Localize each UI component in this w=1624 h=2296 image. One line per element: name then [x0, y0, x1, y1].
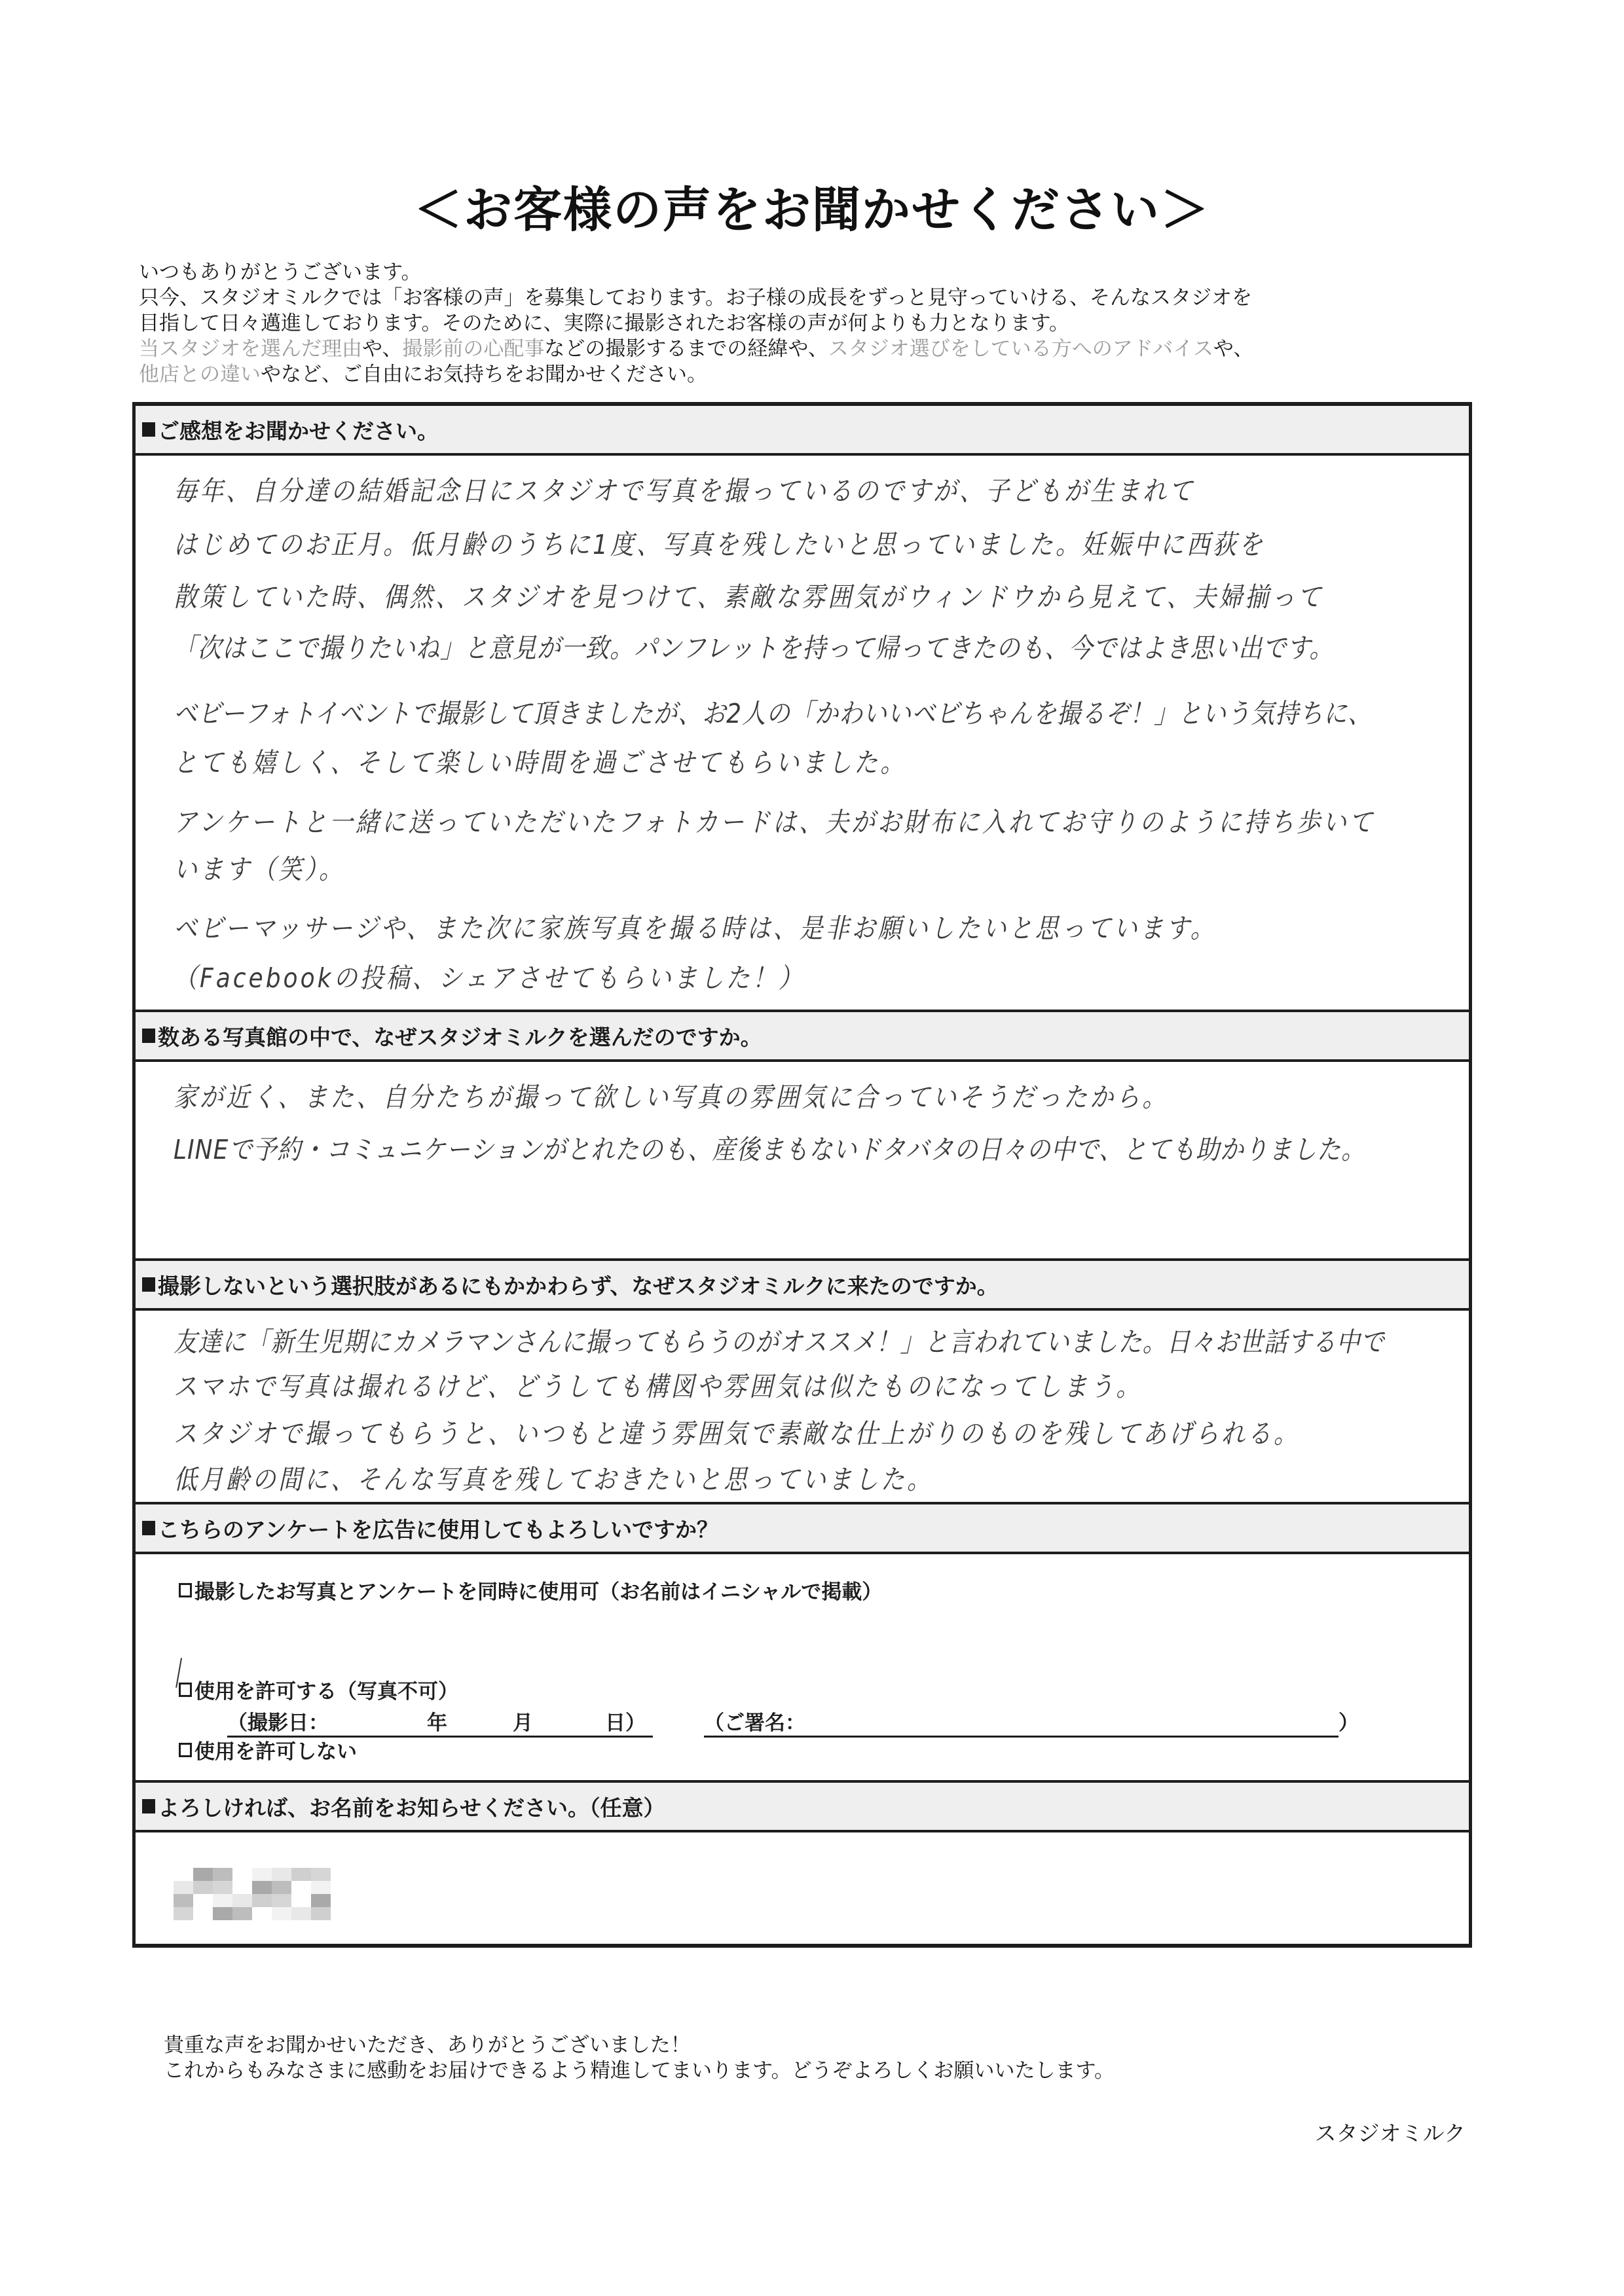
- handwritten-line: 散策していた時、偶然、スタジオを見つけて、素敵な雰囲気がウィンドウから見えて、夫婦揃って: [174, 582, 1324, 613]
- redaction-pixel: [232, 1907, 252, 1920]
- redaction-pixel: [272, 1868, 291, 1881]
- section-title: ご感想をお聞かせください。: [158, 418, 439, 444]
- survey-form: [132, 402, 1472, 1948]
- option-label: 撮影したお写真とアンケートを同時に使用可（お名前はイニシャルで掲載）: [194, 1580, 883, 1604]
- checkbox-allow-no-photo[interactable]: [179, 1683, 192, 1697]
- section-title: よろしければ、お名前をお知らせください。（任意）: [158, 1795, 665, 1821]
- handwritten-line: ベビーフォトイベントで撮影して頂きましたが、お2人の「かわいいベビちゃんを撮るぞ！」という気持ちに、: [174, 699, 1373, 730]
- prompt-text: やなど、ご自由にお気持ちをお聞かせください。: [261, 363, 707, 386]
- signature-label: （ご署名：: [704, 1711, 805, 1735]
- redaction-pixel: [291, 1868, 311, 1881]
- handwritten-line: ベビーマッサージや、また次に家族写真を撮る時は、是非お願いしたいと思っています。: [174, 913, 1217, 945]
- redaction-pixel: [213, 1907, 232, 1920]
- redaction-pixel: [311, 1907, 331, 1920]
- checkmark-icon: [175, 1658, 189, 1688]
- prompt-keyword: 撮影前の心配事: [402, 337, 545, 361]
- handwritten-line: スマホで写真は撮れるけど、どうしても構図や雰囲気は似たものになってしまう。: [174, 1372, 1143, 1403]
- handwritten-line: （Facebookの投稿、シェアさせてもらいました！）: [174, 963, 805, 994]
- closing-line: 貴重な声をお聞かせいただき、ありがとうございました！: [164, 2033, 691, 2057]
- intro-line: 只今、スタジオミルクでは「お客様の声」を募集しております。お子様の成長をずっと見守っていける、そんなスタジオを: [139, 286, 1253, 310]
- handwritten-line: アンケートと一緒に送っていただいたフォトカードは、夫がお財布に入れてお守りのように持ち歩いて: [174, 807, 1375, 839]
- redaction-pixel: [174, 1907, 193, 1920]
- shooting-date-field[interactable]: [227, 1706, 653, 1738]
- handwritten-line: 友達に「新生児期にカメラマンさんに撮ってもらうのがオススメ！」と言われていました。日々お世話する中で: [174, 1327, 1385, 1358]
- intro-text: [139, 260, 1488, 388]
- answer-area-why-came[interactable]: [136, 1311, 1469, 1504]
- redaction-pixel: [311, 1881, 331, 1894]
- redaction-pixel: [193, 1868, 213, 1881]
- redaction-pixel: [174, 1868, 193, 1881]
- intro-line-prompt: [139, 362, 1488, 388]
- redaction-pixel: [213, 1894, 232, 1907]
- redaction-pixel: [291, 1907, 311, 1920]
- redaction-pixel: [291, 1894, 311, 1907]
- redaction-pixel: [213, 1881, 232, 1894]
- answer-area-why-chosen[interactable]: [136, 1062, 1469, 1261]
- redaction-pixel: [174, 1894, 193, 1907]
- checkbox-photo-and-survey[interactable]: [179, 1583, 192, 1597]
- handwritten-line: スタジオで撮ってもらうと、いつもと違う雰囲気で素敵な仕上がりのものを残してあげられる。: [174, 1419, 1301, 1450]
- name-field[interactable]: [136, 1832, 1469, 1944]
- redaction-pixel: [232, 1868, 252, 1881]
- prompt-keyword: スタジオ選びをしている方へのアドバイス: [828, 337, 1213, 361]
- section-title: 数ある写真館の中で、なぜスタジオミルクを選んだのですか。: [158, 1024, 762, 1050]
- prompt-text: や、: [362, 337, 403, 361]
- section-title: 撮影しないという選択肢があるにもかかわらず、なぜスタジオミルクに来たのですか。: [158, 1273, 999, 1299]
- redaction-pixel: [252, 1907, 272, 1920]
- redaction-pixel: [272, 1894, 291, 1907]
- redaction-pixel: [252, 1894, 272, 1907]
- checkbox-disallow[interactable]: [179, 1743, 192, 1757]
- intro-line-prompt: [139, 337, 1488, 362]
- prompt-keyword: 当スタジオを選んだ理由: [139, 337, 362, 361]
- handwritten-line: とても嬉しく、そして楽しい時間を過ごさせてもらいました。: [174, 748, 907, 779]
- square-bullet-icon: [142, 1029, 155, 1043]
- page-title: ＜お客様の声をお聞かせください＞: [414, 182, 1210, 238]
- intro-line: いつもありがとうございます。: [139, 261, 422, 284]
- handwritten-line: はじめてのお正月。低月齢のうちに1度、写真を残したいと思っていました。妊娠中に西荻を: [174, 530, 1265, 561]
- square-bullet-icon: [142, 1277, 155, 1292]
- square-bullet-icon: [142, 1799, 155, 1813]
- section-header-impressions: [136, 406, 1469, 456]
- prompt-keyword: 他店との違い: [139, 363, 261, 386]
- redaction-pixel: [311, 1868, 331, 1881]
- square-bullet-icon: [142, 422, 155, 437]
- consent-option-allow-no-photo[interactable]: [179, 1675, 458, 1704]
- handwritten-line: LINEで予約・コミュニケーションがとれたのも、産後まもないドタバタの日々の中で、とても助かりました。: [174, 1135, 1366, 1166]
- option-label: 使用を許可する（写真不可）: [194, 1680, 458, 1704]
- redaction-pixel: [174, 1881, 193, 1894]
- redaction-pixel: [252, 1868, 272, 1881]
- section-header-name: [136, 1783, 1469, 1832]
- answer-area-impressions[interactable]: [136, 456, 1469, 1012]
- section-title: こちらのアンケートを広告に使用してもよろしいですか？: [158, 1516, 719, 1542]
- closing-line: これからもみなさまに感動をお届けできるよう精進してまいります。どうぞよろしくお願いいたします。: [164, 2059, 1115, 2083]
- month-label: 月: [513, 1711, 533, 1735]
- date-label: （撮影日：: [227, 1711, 329, 1735]
- redaction-pixel: [193, 1881, 213, 1894]
- section-header-ad-consent: [136, 1504, 1469, 1554]
- handwritten-line: 家が近く、また、自分たちが撮って欲しい写真の雰囲気に合っていそうだったから。: [174, 1082, 1169, 1114]
- redaction-pixel: [213, 1868, 232, 1881]
- ad-consent-options: [136, 1554, 1469, 1783]
- prompt-text: や、: [1213, 337, 1254, 361]
- section-header-why-chosen: [136, 1012, 1469, 1062]
- handwritten-line: 毎年、自分達の結婚記念日にスタジオで写真を撮っているのですが、子どもが生まれて: [174, 476, 1196, 507]
- intro-line: 目指して日々邁進しております。そのために、実際に撮影されたお客様の声が何よりも力となります。: [139, 312, 1070, 335]
- handwritten-line: います（笑）。: [174, 854, 346, 886]
- redaction-pixel: [272, 1881, 291, 1894]
- signature-close: ）: [1338, 1711, 1359, 1735]
- redaction-pixel: [232, 1881, 252, 1894]
- consent-option-photo-and-survey[interactable]: [179, 1575, 882, 1605]
- square-bullet-icon: [142, 1521, 155, 1535]
- signature-field[interactable]: [704, 1706, 1359, 1738]
- redaction-pixel: [193, 1907, 213, 1920]
- redaction-pixel: [252, 1881, 272, 1894]
- redaction-pixel: [311, 1894, 331, 1907]
- option-label: 使用を許可しない: [194, 1740, 357, 1764]
- studio-signature: スタジオミルク: [1314, 2121, 1466, 2146]
- redaction-pixel: [193, 1894, 213, 1907]
- redaction-pixel: [291, 1881, 311, 1894]
- section-header-why-came: [136, 1261, 1469, 1311]
- day-label: 日）: [605, 1711, 646, 1735]
- redaction-pixel: [232, 1894, 252, 1907]
- closing-message: [164, 2033, 1115, 2084]
- redaction-pixel: [272, 1907, 291, 1920]
- handwritten-line: 低月齢の間に、そんな写真を残しておきたいと思っていました。: [174, 1465, 934, 1496]
- handwritten-line: 「次はここで撮りたいね」と意見が一致。パンフレットを持って帰ってきたのも、今ではよき思い出です。: [174, 633, 1334, 665]
- year-label: 年: [427, 1711, 447, 1735]
- prompt-text: などの撮影するまでの経緯や、: [544, 337, 828, 361]
- redacted-name: [174, 1868, 331, 1922]
- consent-option-disallow[interactable]: [179, 1735, 357, 1764]
